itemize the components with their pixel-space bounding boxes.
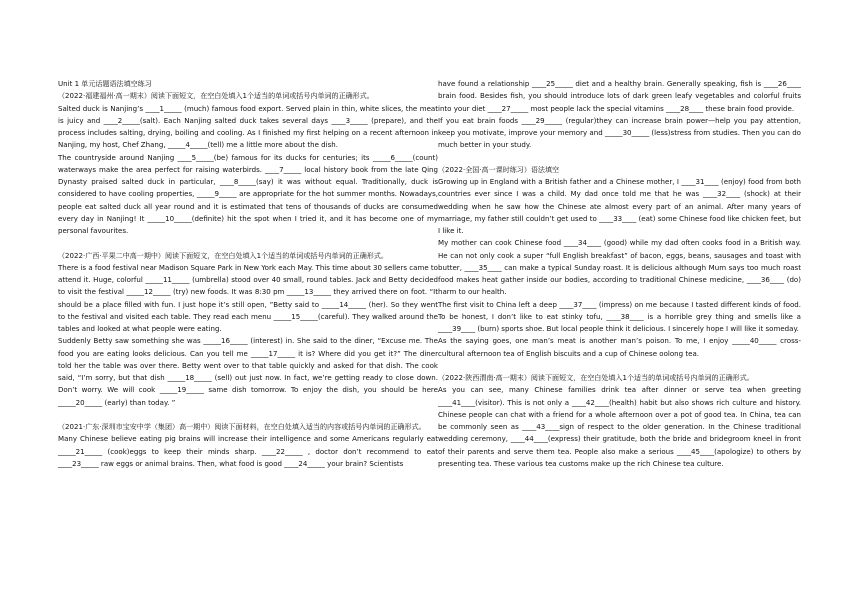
right-paragraph: As you can see, many Chinese families drink tea after dinner or serve tea when greeting ____41____(visitor). This is not only a ____42____(health) habit but also shows rich culture and history. Chinese people can chat with a friend for a whole afternoon over a pot of good tea. In China, tea can be commonly seen as ____43____sign of respect to the older generation. In the Chinese traditional wedding ceremony, ____44____(express) their gratitude, both the bride and bridegroom kneel in front of their parents and serve them tea. People also make a serious ____45____(apologize) to others by presenting tea. These various tea customs make up the rich Chinese tea culture. — [438, 385, 801, 468]
right-paragraph: My mother can cook Chinese food ____34____ (good) while my dad often cooks food in a British way. He can not only cook a super “full English breakfast” of bacon, eggs, beans, sausages and toast with butter, ____35____ can make a typical Sunday roast. It is delicious although Mum says too much roast food makes heat gather inside our bodies, according to traditional Chinese medicine, ____36____ (do) harm to our health. — [438, 238, 801, 297]
spacer — [58, 409, 438, 421]
right-paragraph: have found a relationship ____25_____ diet and a healthy brain. Generally speaking, fish is ____26____ brain food. Besides fish, you should introduce lots of dark green leafy vegetables and colorful fruits into your diet ____27_____ most people lack the special vitamins ____28____ these brain food provide. — [438, 79, 801, 113]
left-paragraph: There is a food festival near Madison Square Park in New York each May. This time about 30 sellers came to attend it. Huge, colorful _____11_____ (umbrella) stood over 40 small, round tables. Jack and Betty decided to visit the festival _____12_____ (try) new foods. It was 8:30 pm _____13_____ they arrived there on foot. “It should be a place filled with fun. I just hope it’s still open, ”Betty said to _____14_____ (her). So they went to the festival and visited each table. They read each menu _____15_____(careful). They walked around the tables and looked at what people were eating. — [58, 262, 438, 333]
left-paragraph: Unit 1 单元话题语法填空练习 — [58, 79, 152, 88]
right-paragraph: If you eat brain foods ____29_____ (regular)they can increase brain power—help you pay attention, keep you motivate, improve your memory and _____30_____ (less)stress from studies. Then you can do much better in your study. — [438, 115, 801, 150]
left-paragraph: The countryside around Nanjing ____5_____(be) famous for its ducks for centuries; its _____6_____(count) waterways make the area perfect for raising waterbirds. ____7_____ local history book from the late Qing Dynasty praised salted duck in particular, ____8_____(say) it was without equal. Traditionally, duck is considered to have cooling properties, _____9_____ are appropriate for the hot summer months. Nowadays, people eat salted duck all year round and it is estimated that tens of thousands of ducks are consumed every day in Nanjing! It _____10_____(definite) hit the spot when I tried it, and it has become one of my personal favourites. — [58, 152, 438, 235]
spacer — [438, 360, 801, 372]
right-paragraph: The first visit to China left a deep ____37____ (impress) on me because I tasted different kinds of food. To be honest, I don’t like to eat stinky tofu, ____38____ is a horrible grey thing and smells like a ____39____ (burn) sports shoe. But local people think it delicious. I sincerely hope I will like it someday. — [438, 299, 801, 333]
spacer — [58, 237, 438, 249]
right-paragraph: （2022·陕西渭南·高一期末）阅读下面短文，在空白处填入1个适当的单词或括号内单词的正确形式。 — [438, 373, 754, 382]
left-paragraph: Many Chinese believe eating pig brains will increase their intelligence and some Americans regularly eat _____21_____ (cook)eggs to keep their minds sharp. ____22_____ , doctor don’t recommend to eat ____23_____ raw eggs or animal brains. Then, what food is good ____24_____ your brain? Scientists — [58, 434, 438, 468]
left-paragraph: （2022·广西·平果二中高一期中）阅读下面短文，在空白处填入1个适当的单词或括号内单词的正确形式。 — [58, 250, 388, 260]
right-paragraph: Growing up in England with a British father and a Chinese mother, I ____31____ (enjoy) food from both countries ever since I was a child. My dad once told me that he was ____32____ (shock) at their wedding when he saw how the Chinese ate almost every part of an animal. After many years of marriage, my father still couldn’t get used to ____33____ (eat) some Chinese food like chicken feet, but I like it. — [438, 177, 801, 235]
left-paragraph: （2022·福建福州·高一期末）阅读下面短文，在空白处填入1个适当的单词或括号内单词的正确形式。 — [58, 91, 374, 101]
left-paragraph: Salted duck is Nanjing’s ____1_____ (much) famous food export. Served plain in thin, white slices, the meat is juicy and ____2_____(salt). Each Nanjing salted duck takes several days ____3_____ (prepare), and the process includes salting, drying, boiling and cooling. As I finished my first helping on a recent afternoon in Nanjing, my host, Chef Zhang, _____4_____(tell) me a little more about the dish. — [58, 103, 438, 150]
spacer — [438, 152, 801, 164]
left-paragraph: （2021·广东·深圳市宝安中学（集团）高一期中）阅读下面材料，在空白处填入适当的内容或括号内单词的正确形式。 — [58, 422, 426, 431]
right-column — [438, 78, 801, 470]
right-paragraph: As the saying goes, one man’s meat is another man’s poison. To me, I enjoy _____40_____ cross-cultural afternoon tea of English biscuits and a cup of Chinese oolong tea. — [438, 336, 801, 358]
right-paragraph: （2022·全国·高一课时练习）语法填空 — [438, 164, 560, 174]
left-column — [58, 78, 438, 470]
left-paragraph: Suddenly Betty saw something she was _____16_____ (interest) in. She said to the diner, “Excuse me. The food you are eating looks delicious. Can you tell me _____17_____ it is? Where did you get it?” The diner told her the table was over there. Betty went over to that table quickly and asked for that dish. The cook said, “I’m sorry, but that dish _____18_____ (sell) out just now. In fact, we’re getting ready to close down. Don’t worry. We will cook _____19_____ same dish tomorrow. To enjoy the dish, you should be here _____20_____ (early) than today. ” — [58, 336, 438, 407]
